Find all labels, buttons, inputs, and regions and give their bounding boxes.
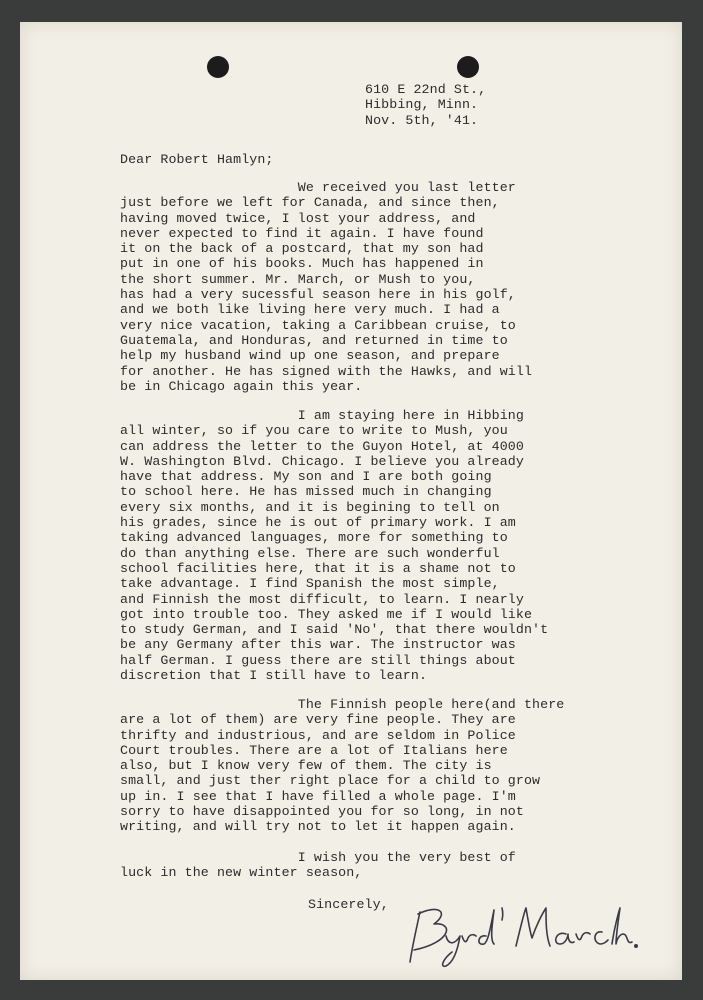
- paragraph-4: I wish you the very best of luck in the new winter season,: [120, 850, 516, 881]
- sender-address: [365, 82, 486, 128]
- letter-paper: [20, 22, 682, 980]
- punch-hole-right: [457, 56, 479, 78]
- handwritten-signature: [390, 890, 640, 970]
- paragraph-2: I am staying here in Hibbing all winter, so if you care to write to Mush, you can address the letter to the Guyon Hotel, at 4000 W. Washington Blvd. Chicago. I believe you already have that address. My son and I are both going to school here. He has missed much in changing every six months, and it is begining to tell on his grades, since he is out of primary work. I am taking advanced languages, more for something to do than anything else. There are such wonderful school facilities here, that it is a shame not to take advantage. I find Spanish the most simple, and Finnish the most difficult, to learn. I nearly got into trouble too. They asked me if I would like to study German, and I said 'No', that there wouldn't be any Germany after this war. The instructor was half German. I guess there are still things about discretion that I still have to learn.: [120, 408, 549, 684]
- address-date: Nov. 5th, '41.: [365, 112, 479, 128]
- address-line-2: Hibbing, Minn.: [365, 97, 479, 113]
- punch-hole-left: [207, 56, 229, 78]
- closing: Sincerely,: [308, 897, 389, 912]
- paragraph-1: We received you last letter just before we left for Canada, and since then, having moved twice, I lost your address, and never expected to find it again. I have found it on the back of a postcard, that my son had put in one of his books. Much has happened in the short summer. Mr. March, or Mush to you, has had a very sucessful season here in his golf, and we both like living here very much. I had a very nice vacation, taking a Caribbean cruise, to Guatemala, and Honduras, and returned in time to help my husband wind up one season, and prepare for another. He has signed with the Hawks, and will be in Chicago again this year.: [120, 180, 533, 394]
- salutation: Dear Robert Hamlyn;: [120, 152, 274, 167]
- paragraph-3: The Finnish people here(and there are a lot of them) are very fine people. They are thrifty and industrious, and are seldom in Police Court troubles. There are a lot of Italians here also, but I know very few of them. The city is small, and just ther right place for a child to grow up in. I see that I have filled a whole page. I'm sorry to have disappointed you for so long, in not writing, and will try not to let it happen again.: [120, 697, 565, 835]
- address-line-1: 610 E 22nd St.,: [365, 82, 487, 97]
